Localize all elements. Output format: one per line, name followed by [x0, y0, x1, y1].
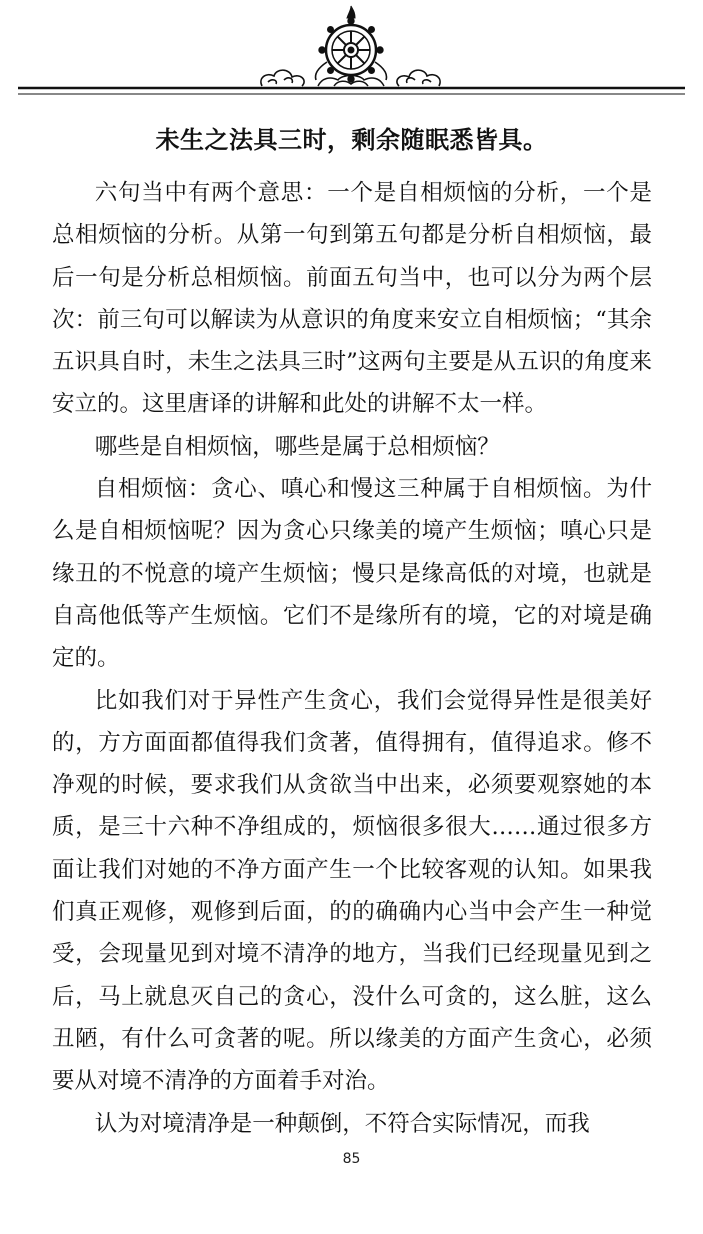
- cloud-right-icon: [397, 70, 440, 86]
- paragraph: 六句当中有两个意思：一个是自相烦恼的分析，一个是总相烦恼的分析。从第一句到第五句都是分析自相烦恼，最后一句是分析总相烦恼。前面五句当中，也可以分为两个层次：前三句可以解读为从意识的角度来安立自相烦恼；“其余五识具自时，未生之法具三时”这两句主要是从五识的角度来安立的。这里唐译的讲解和此处的讲解不太一样。: [52, 180, 652, 418]
- paragraph: 哪些是自相烦恼，哪些是属于总相烦恼？: [94, 433, 500, 460]
- paragraph: 认为对境清净是一种颠倒，不符合实际情况，而我: [94, 1110, 590, 1137]
- paragraph: 比如我们对于异性产生贪心，我们会觉得异性是很美好的，方方面面都值得我们贪著，值得拥有，值得追求。修不净观的时候，要求我们从贪欲当中出来，必须要观察她的本质，是三十六种不净组成的，烦恼很多很大……通过很多方面让我们对她的不净方面产生一个比较客观的认知。如果我们真正观修，观修到后面，的的确确内心当中会产生一种觉受，会现量见到对境不清净的地方，当我们已经现量见到之后，马上就息灭自己的贪心，没什么可贪的，这么脏，这么丑陋，有什么可贪著的呢。所以缘美的方面产生贪心，必须要从对境不清净的方面着手对治。: [52, 687, 652, 1095]
- cloud-left-icon: [261, 70, 304, 86]
- paragraph: 自相烦恼：贪心、嗔心和慢这三种属于自相烦恼。为什么是自相烦恼呢？因为贪心只缘美的境产生烦恼；嗔心只是缘丑的不悦意的境产生烦恼；慢只是缘高低的对境，也就是自高他低等产生烦恼。它们不是缘所有的境，它的对境是确定的。: [52, 476, 652, 672]
- page-number: 85: [342, 1151, 361, 1167]
- page-title: 未生之法具三时，剩余随眠悉皆具。: [155, 126, 548, 154]
- page-header: [0, 0, 703, 110]
- dharma-wheel-icon: [315, 6, 386, 82]
- body-text: [52, 172, 652, 1145]
- header-ornament: [0, 0, 703, 110]
